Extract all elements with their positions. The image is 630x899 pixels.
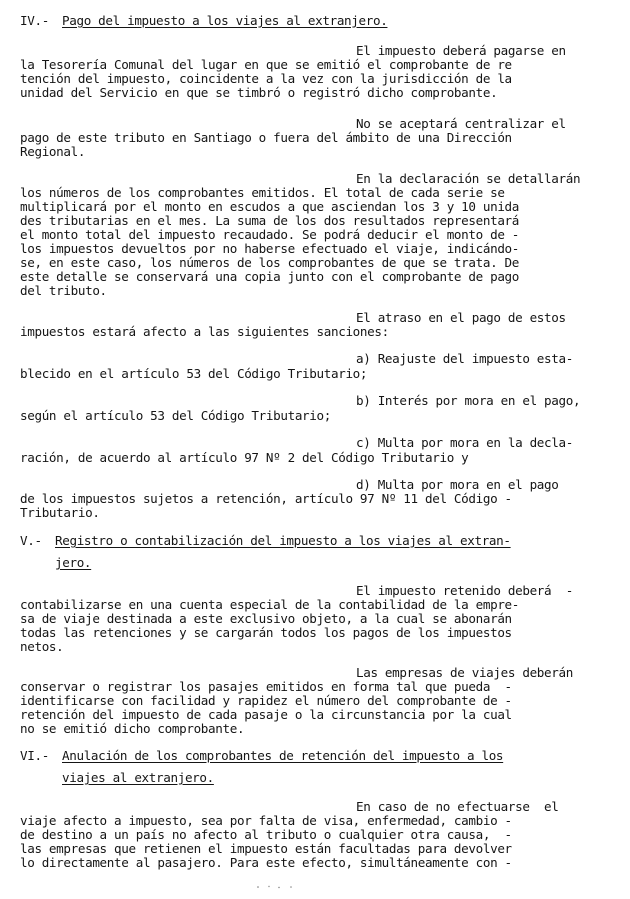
- section-v-p1-line4: todas las retenciones y se cargarán todos los pagos de los impuestos: [20, 625, 512, 640]
- sanction-d-line1: d) Multa por mora en el pago: [356, 477, 559, 492]
- sanction-b-line2: según el artículo 53 del Código Tributario;: [20, 408, 331, 423]
- section-iv-p3-line6: los impuestos devueltos por no haberse efectuado el viaje, indicándo-: [20, 241, 520, 256]
- section-iv-heading: Pago del impuesto a los viajes al extranjero.: [62, 13, 388, 28]
- section-iv-p1-line2: la Tesorería Comunal del lugar en que se emitió el comprobante de re: [20, 57, 512, 72]
- section-v-p2-line1: Las empresas de viajes deberán: [356, 665, 573, 680]
- sanction-c-line1: c) Multa por mora en la decla-: [356, 435, 573, 450]
- section-vi-p1-line4: las empresas que retienen el impuesto están facultadas para devolver: [20, 841, 512, 856]
- section-iv-p1-line3: tención del impuesto, coincidente a la vez con la jurisdicción de la: [20, 71, 512, 86]
- section-iv-p1-line4: unidad del Servicio en que se timbró o registró dicho comprobante.: [20, 85, 498, 100]
- section-iv-p3-line5: el monto total del impuesto recaudado. Se podrá deducir el monto de -: [20, 227, 520, 242]
- section-v-p2-line2: conservar o registrar los pasajes emitidos en forma tal que pueda -: [20, 679, 512, 694]
- section-iv-p4-line1: El atraso en el pago de estos: [356, 310, 566, 325]
- section-iv-p2-line1: No se aceptará centralizar el: [356, 116, 566, 131]
- section-iv-p3-line4: des tributarias en el mes. La suma de los dos resultados representará: [20, 213, 520, 228]
- sanction-b-line1: b) Interés por mora en el pago,: [356, 393, 581, 408]
- section-iv-p1-line1: El impuesto deberá pagarse en: [356, 43, 566, 58]
- section-vi-p1-line2: viaje afecto a impuesto, sea por falta de visa, enfermedad, cambio -: [20, 813, 512, 828]
- sanction-d-line3: Tributario.: [20, 505, 100, 520]
- section-v-p2-line3: identificarse con facilidad y rapidez el número del comprobante de -: [20, 693, 512, 708]
- section-v-heading-line1: Registro o contabilización del impuesto a los viajes al extran-: [55, 533, 511, 548]
- section-iv-p2-line2: pago de este tributo en Santiago o fuera del ámbito de una Dirección: [20, 130, 512, 145]
- section-v-number: V.-: [20, 533, 42, 548]
- section-iv-p3-line9: del tributo.: [20, 283, 107, 298]
- section-vi-p1-line5: lo directamente al pasajero. Para este efecto, simultáneamente con -: [20, 855, 512, 870]
- section-v-p1-line5: netos.: [20, 639, 64, 654]
- section-v-heading-line2: jero.: [55, 555, 92, 570]
- section-iv-p4-line2: impuestos estará afecto a las siguientes sanciones:: [20, 324, 389, 339]
- section-vi-p1-line1: En caso de no efectuarse el: [356, 799, 559, 814]
- section-vi-number: VI.-: [20, 748, 49, 763]
- section-iv-p3-line3: multiplicará por el monto en escudos a que asciendan los 3 y 10 unida: [20, 199, 520, 214]
- sanction-d-line2: de los impuestos sujetos a retención, artículo 97 Nº 11 del Código -: [20, 491, 512, 506]
- section-v-p2-line5: no se emitió dicho comprobante.: [20, 721, 245, 736]
- section-vi-p1-line3: de destino a un país no afecto al tributo o cualquier otra causa, -: [20, 827, 512, 842]
- section-iv-p3-line1: En la declaración se detallarán: [356, 171, 581, 186]
- sanction-c-line2: ración, de acuerdo al artículo 97 Nº 2 del Código Tributario y: [20, 450, 469, 465]
- sanction-a-line1: a) Reajuste del impuesto esta-: [356, 351, 573, 366]
- section-iv-p3-line8: este detalle se conservará una copia junto con el comprobante de pago: [20, 269, 520, 284]
- scan-speckle: [255, 885, 295, 889]
- section-vi-heading-line2: viajes al extranjero.: [62, 770, 214, 785]
- section-iv-p3-line7: se, en este caso, los números de los comprobantes de que se trata. De: [20, 255, 520, 270]
- section-iv-p3-line2: los números de los comprobantes emitidos. El total de cada serie se: [20, 185, 505, 200]
- section-vi-heading-line1: Anulación de los comprobantes de retención del impuesto a los: [62, 748, 504, 763]
- section-iv-p2-line3: Regional.: [20, 144, 86, 159]
- section-iv-number: IV.-: [20, 13, 49, 28]
- sanction-a-line2: blecido en el artículo 53 del Código Tributario;: [20, 366, 368, 381]
- section-v-p1-line1: El impuesto retenido deberá -: [356, 583, 573, 598]
- section-v-p1-line3: sa de viaje destinada a este exclusivo objeto, a la cual se abonarán: [20, 611, 512, 626]
- section-v-p2-line4: retención del impuesto de cada pasaje o la circunstancia por la cual: [20, 707, 512, 722]
- section-v-p1-line2: contabilizarse en una cuenta especial de la contabilidad de la empre-: [20, 597, 520, 612]
